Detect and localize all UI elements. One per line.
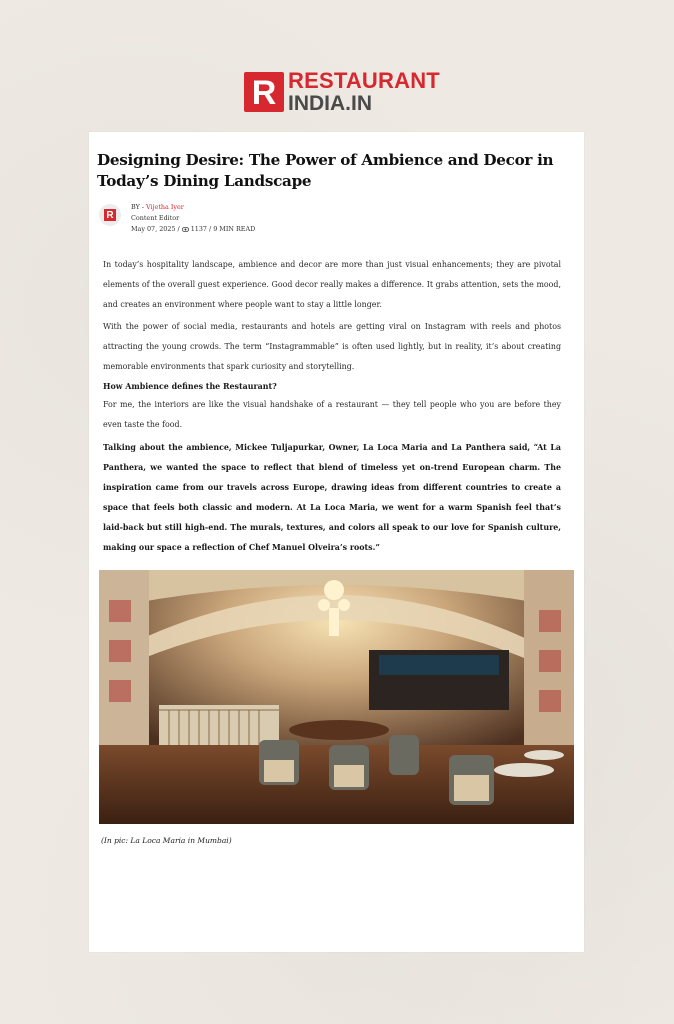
view-count: 1137	[190, 225, 207, 233]
site-logo[interactable]	[244, 70, 440, 114]
date-views-line	[131, 224, 255, 235]
author-link[interactable]: Vijetha Iyer	[146, 203, 184, 211]
byline	[99, 202, 255, 235]
restaurant-photo	[99, 570, 574, 824]
author-line	[131, 202, 255, 213]
logo-line-2: INDIA.IN	[288, 92, 372, 115]
publish-date: May 07, 2025 /	[131, 225, 182, 233]
paragraph-1: In today’s hospitality landscape, ambience and decor are more than just visual enhancements; they are pivotal elements of the overall guest experience. Good decor really makes a difference. It grabs attention, sets the mood, and creates an environment where people want to stay a little longer.	[103, 260, 561, 309]
article-meta	[131, 202, 255, 235]
author-role: Content Editor	[131, 214, 180, 222]
subheading: How Ambience defines the Restaurant?	[103, 382, 277, 391]
article-card	[89, 132, 584, 952]
by-prefix: BY -	[131, 203, 147, 211]
photo-caption: (In pic: La Loca Maria in Mumbai)	[101, 836, 232, 845]
logo-wordmark	[288, 70, 440, 114]
paragraph-3: For me, the interiors are like the visual handshake of a restaurant — they tell people who you are before they even taste the food.	[103, 400, 561, 429]
logo-mark: R	[244, 72, 284, 112]
quote-paragraph: Talking about the ambience, Mickee Tuljapurkar, Owner, La Loca Maria and La Panthera said, “At La Panthera, we wanted the space to reflect that blend of timeless yet on-trend European charm. The inspiration came from our travels across Europe, drawing ideas from different countries to create a space that feels both classic and modern. At La Loca Maria, we went for a warm Spanish feel that’s laid-back but still high-end. The murals, textures, and colors all speak to our love for Spanish culture, making our space a reflection of Chef Manuel Olveira’s roots.”	[103, 443, 561, 552]
read-time: / 9 MIN READ	[206, 225, 256, 233]
logo-line-1: RESTAURANT	[288, 68, 440, 93]
article-title: Designing Desire: The Power of Ambience and Decor in Today’s Dining Landscape	[97, 151, 554, 190]
avatar-logo-icon: R	[104, 209, 116, 221]
paragraph-2: With the power of social media, restaurants and hotels are getting viral on Instagram with reels and photos attracting the young crowds. The term “Instagrammable” is often used lightly, but in reality, it’s about creating memorable environments that spark curiosity and storytelling.	[103, 322, 561, 371]
author-avatar	[99, 204, 121, 226]
eye-icon	[182, 224, 189, 235]
